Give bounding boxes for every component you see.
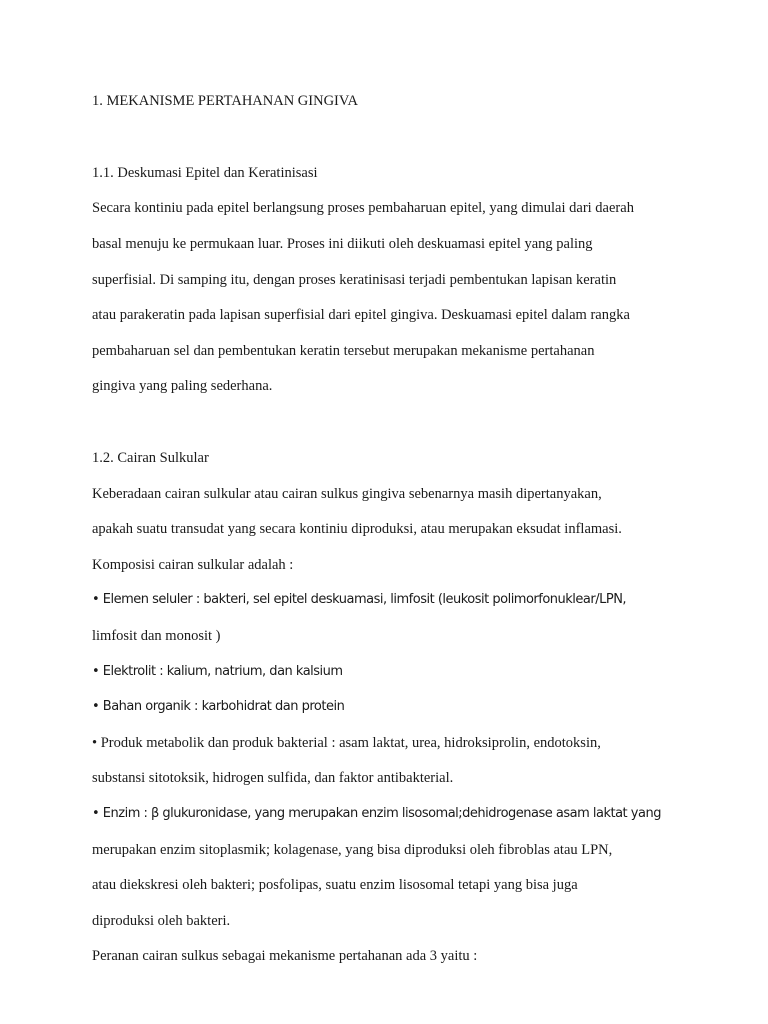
bullet-continuation: limfosit dan monosit ) <box>92 628 221 644</box>
bullet-elemen-seluler: • Elemen seluler : bakteri, sel epitel deskuamasi, limfosit (leukosit polimorfonuklear/LPN, <box>92 592 627 607</box>
paragraph-line: superfisial. Di samping itu, dengan proses keratinisasi terjadi pembentukan lapisan keratin <box>92 272 617 288</box>
paragraph-line: Keberadaan cairan sulkular atau cairan sulkus gingiva sebenarnya masih dipertanyakan, <box>92 486 602 502</box>
document-heading: 1. MEKANISME PERTAHANAN GINGIVA <box>92 93 358 109</box>
closing-line: Peranan cairan sulkus sebagai mekanisme pertahanan ada 3 yaitu : <box>92 948 478 964</box>
paragraph-line: basal menuju ke permukaan luar. Proses ini diikuti oleh deskuamasi epitel yang paling <box>92 236 593 252</box>
bullet-elektrolit: • Elektrolit : kalium, natrium, dan kalsium <box>92 664 343 679</box>
bullet-continuation: diproduksi oleh bakteri. <box>92 913 231 929</box>
paragraph-line: Komposisi cairan sulkular adalah : <box>92 557 294 573</box>
bullet-enzim: • Enzim : β glukuronidase, yang merupakan enzim lisosomal;dehidrogenase asam laktat yang <box>92 806 661 821</box>
paragraph-line: gingiva yang paling sederhana. <box>92 378 273 394</box>
section-1-1-title: 1.1. Deskumasi Epitel dan Keratinisasi <box>92 165 318 181</box>
paragraph-line: Secara kontiniu pada epitel berlangsung proses pembaharuan epitel, yang dimulai dari daerah <box>92 200 634 216</box>
bullet-continuation: atau diekskresi oleh bakteri; posfolipas, suatu enzim lisosomal tetapi yang bisa juga <box>92 877 578 893</box>
bullet-bahan-organik: • Bahan organik : karbohidrat dan protein <box>92 699 345 714</box>
paragraph-line: apakah suatu transudat yang secara kontiniu diproduksi, atau merupakan eksudat inflamasi. <box>92 521 622 537</box>
section-1-2-title: 1.2. Cairan Sulkular <box>92 450 209 466</box>
bullet-continuation: substansi sitotoksik, hidrogen sulfida, dan faktor antibakterial. <box>92 770 454 786</box>
bullet-produk-metabolik: • Produk metabolik dan produk bakterial : asam laktat, urea, hidroksiprolin, endotoksin, <box>92 735 601 751</box>
paragraph-line: pembaharuan sel dan pembentukan keratin tersebut merupakan mekanisme pertahanan <box>92 343 595 359</box>
paragraph-line: atau parakeratin pada lapisan superfisial dari epitel gingiva. Deskuamasi epitel dalam rangka <box>92 307 630 323</box>
bullet-continuation: merupakan enzim sitoplasmik; kolagenase, yang bisa diproduksi oleh fibroblas atau LPN, <box>92 842 613 858</box>
